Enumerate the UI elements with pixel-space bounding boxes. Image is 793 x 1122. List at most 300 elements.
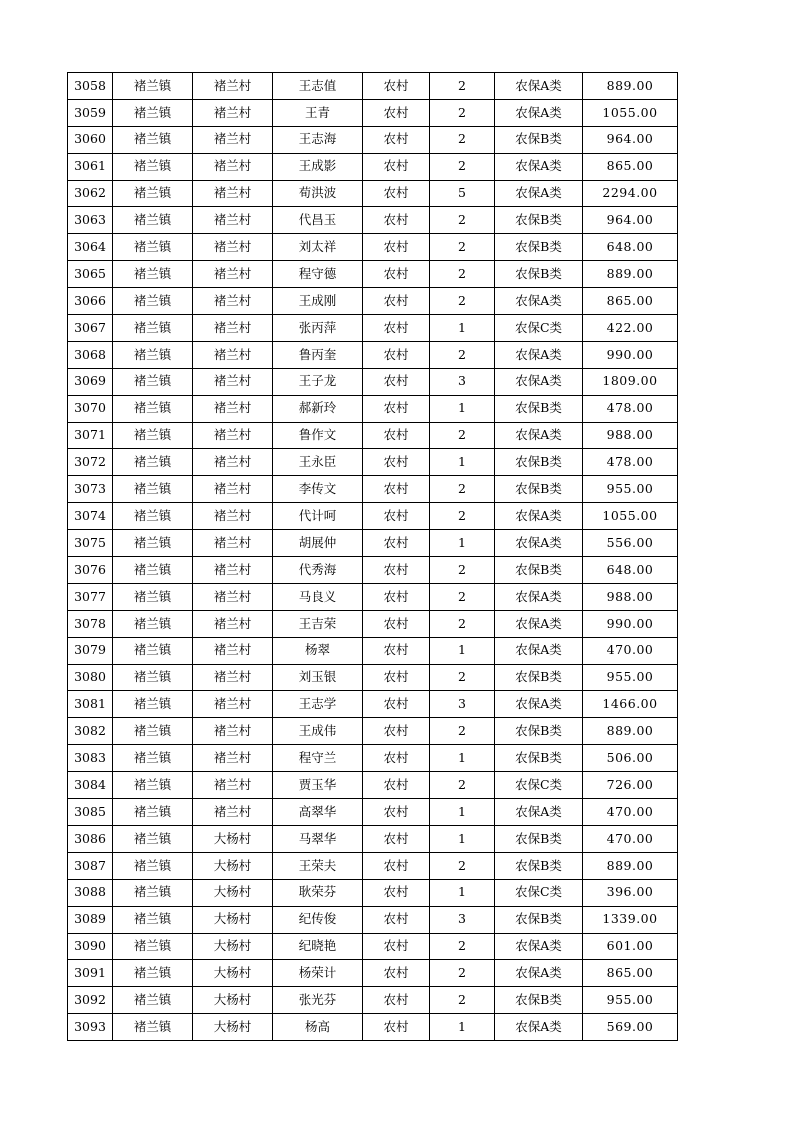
household-type-cell: 农村 — [363, 180, 430, 207]
name-cell: 郝新玲 — [273, 395, 363, 422]
household-type-cell: 农村 — [363, 449, 430, 476]
name-cell: 李传文 — [273, 476, 363, 503]
village-cell: 褚兰村 — [193, 422, 273, 449]
name-cell: 胡展仲 — [273, 530, 363, 557]
name-cell: 杨荣计 — [273, 960, 363, 987]
household-type-cell: 农村 — [363, 933, 430, 960]
village-cell: 大杨村 — [193, 825, 273, 852]
household-size-cell: 2 — [430, 341, 495, 368]
name-cell: 马翠华 — [273, 825, 363, 852]
name-cell: 王成伟 — [273, 718, 363, 745]
row-number-cell: 3068 — [68, 341, 113, 368]
village-cell: 褚兰村 — [193, 530, 273, 557]
table-row — [68, 180, 678, 207]
household-size-cell: 1 — [430, 315, 495, 342]
amount-cell: 506.00 — [583, 745, 678, 772]
household-size-cell: 2 — [430, 987, 495, 1014]
row-number-cell: 3077 — [68, 583, 113, 610]
household-type-cell: 农村 — [363, 207, 430, 234]
amount-cell: 601.00 — [583, 933, 678, 960]
household-size-cell: 3 — [430, 906, 495, 933]
town-cell: 褚兰镇 — [113, 557, 193, 584]
name-cell: 鲁丙奎 — [273, 341, 363, 368]
insurance-category-cell: 农保A类 — [495, 583, 583, 610]
amount-cell: 648.00 — [583, 234, 678, 261]
table-row — [68, 153, 678, 180]
table-row — [68, 772, 678, 799]
town-cell: 褚兰镇 — [113, 341, 193, 368]
row-number-cell: 3091 — [68, 960, 113, 987]
village-cell: 褚兰村 — [193, 126, 273, 153]
table-row — [68, 73, 678, 100]
town-cell: 褚兰镇 — [113, 960, 193, 987]
household-type-cell: 农村 — [363, 583, 430, 610]
table-row — [68, 879, 678, 906]
insurance-category-cell: 农保A类 — [495, 368, 583, 395]
amount-cell: 964.00 — [583, 207, 678, 234]
household-size-cell: 2 — [430, 422, 495, 449]
amount-cell: 396.00 — [583, 879, 678, 906]
insurance-category-cell: 农保A类 — [495, 610, 583, 637]
insurance-category-cell: 农保A类 — [495, 180, 583, 207]
table-row — [68, 610, 678, 637]
village-cell: 褚兰村 — [193, 99, 273, 126]
household-size-cell: 2 — [430, 73, 495, 100]
row-number-cell: 3087 — [68, 852, 113, 879]
amount-cell: 988.00 — [583, 422, 678, 449]
village-cell: 褚兰村 — [193, 583, 273, 610]
household-size-cell: 5 — [430, 180, 495, 207]
household-size-cell: 2 — [430, 207, 495, 234]
amount-cell: 889.00 — [583, 261, 678, 288]
town-cell: 褚兰镇 — [113, 73, 193, 100]
village-cell: 褚兰村 — [193, 476, 273, 503]
village-cell: 大杨村 — [193, 906, 273, 933]
village-cell: 褚兰村 — [193, 691, 273, 718]
household-size-cell: 2 — [430, 557, 495, 584]
household-size-cell: 2 — [430, 126, 495, 153]
row-number-cell: 3064 — [68, 234, 113, 261]
amount-cell: 955.00 — [583, 987, 678, 1014]
name-cell: 王志海 — [273, 126, 363, 153]
insurance-category-cell: 农保B类 — [495, 395, 583, 422]
row-number-cell: 3061 — [68, 153, 113, 180]
row-number-cell: 3075 — [68, 530, 113, 557]
row-number-cell: 3074 — [68, 503, 113, 530]
household-type-cell: 农村 — [363, 879, 430, 906]
household-type-cell: 农村 — [363, 852, 430, 879]
insurance-category-cell: 农保A类 — [495, 960, 583, 987]
household-size-cell: 2 — [430, 288, 495, 315]
table-row — [68, 906, 678, 933]
household-type-cell: 农村 — [363, 960, 430, 987]
row-number-cell: 3089 — [68, 906, 113, 933]
table-row — [68, 557, 678, 584]
household-type-cell: 农村 — [363, 557, 430, 584]
household-size-cell: 2 — [430, 153, 495, 180]
name-cell: 王子龙 — [273, 368, 363, 395]
household-size-cell: 1 — [430, 745, 495, 772]
insurance-category-cell: 农保A类 — [495, 691, 583, 718]
town-cell: 褚兰镇 — [113, 691, 193, 718]
amount-cell: 1339.00 — [583, 906, 678, 933]
table-row — [68, 503, 678, 530]
household-type-cell: 农村 — [363, 637, 430, 664]
row-number-cell: 3059 — [68, 99, 113, 126]
amount-cell: 990.00 — [583, 341, 678, 368]
household-size-cell: 2 — [430, 610, 495, 637]
village-cell: 褚兰村 — [193, 718, 273, 745]
village-cell: 褚兰村 — [193, 745, 273, 772]
name-cell: 张丙萍 — [273, 315, 363, 342]
table-row — [68, 422, 678, 449]
household-type-cell: 农村 — [363, 799, 430, 826]
village-cell: 褚兰村 — [193, 449, 273, 476]
town-cell: 褚兰镇 — [113, 745, 193, 772]
insurance-category-cell: 农保C类 — [495, 772, 583, 799]
household-type-cell: 农村 — [363, 772, 430, 799]
insurance-category-cell: 农保A类 — [495, 1014, 583, 1041]
village-cell: 褚兰村 — [193, 637, 273, 664]
village-cell: 大杨村 — [193, 1014, 273, 1041]
household-size-cell: 2 — [430, 664, 495, 691]
household-size-cell: 3 — [430, 691, 495, 718]
village-cell: 褚兰村 — [193, 207, 273, 234]
insurance-category-cell: 农保B类 — [495, 261, 583, 288]
household-size-cell: 2 — [430, 476, 495, 503]
table-row — [68, 583, 678, 610]
amount-cell: 556.00 — [583, 530, 678, 557]
table-row — [68, 933, 678, 960]
name-cell: 高翠华 — [273, 799, 363, 826]
household-type-cell: 农村 — [363, 73, 430, 100]
name-cell: 张光芬 — [273, 987, 363, 1014]
town-cell: 褚兰镇 — [113, 288, 193, 315]
amount-cell: 478.00 — [583, 449, 678, 476]
table-row — [68, 234, 678, 261]
insurance-category-cell: 农保A类 — [495, 341, 583, 368]
amount-cell: 955.00 — [583, 476, 678, 503]
village-cell: 大杨村 — [193, 987, 273, 1014]
name-cell: 刘太祥 — [273, 234, 363, 261]
household-type-cell: 农村 — [363, 745, 430, 772]
insurance-category-cell: 农保C类 — [495, 315, 583, 342]
town-cell: 褚兰镇 — [113, 315, 193, 342]
name-cell: 王成刚 — [273, 288, 363, 315]
row-number-cell: 3081 — [68, 691, 113, 718]
table-row — [68, 799, 678, 826]
name-cell: 代昌玉 — [273, 207, 363, 234]
household-type-cell: 农村 — [363, 476, 430, 503]
insurance-category-cell: 农保B类 — [495, 825, 583, 852]
name-cell: 王吉荣 — [273, 610, 363, 637]
row-number-cell: 3069 — [68, 368, 113, 395]
table-row — [68, 288, 678, 315]
household-type-cell: 农村 — [363, 99, 430, 126]
row-number-cell: 3079 — [68, 637, 113, 664]
town-cell: 褚兰镇 — [113, 799, 193, 826]
household-size-cell: 1 — [430, 879, 495, 906]
household-type-cell: 农村 — [363, 664, 430, 691]
row-number-cell: 3090 — [68, 933, 113, 960]
table-row — [68, 530, 678, 557]
town-cell: 褚兰镇 — [113, 261, 193, 288]
household-type-cell: 农村 — [363, 825, 430, 852]
row-number-cell: 3060 — [68, 126, 113, 153]
household-size-cell: 1 — [430, 799, 495, 826]
row-number-cell: 3058 — [68, 73, 113, 100]
town-cell: 褚兰镇 — [113, 610, 193, 637]
insurance-category-cell: 农保A类 — [495, 99, 583, 126]
insurance-category-cell: 农保A类 — [495, 288, 583, 315]
row-number-cell: 3092 — [68, 987, 113, 1014]
household-size-cell: 2 — [430, 503, 495, 530]
town-cell: 褚兰镇 — [113, 207, 193, 234]
table-row — [68, 99, 678, 126]
amount-cell: 1055.00 — [583, 503, 678, 530]
insurance-category-cell: 农保B类 — [495, 852, 583, 879]
name-cell: 王青 — [273, 99, 363, 126]
insurance-category-cell: 农保A类 — [495, 73, 583, 100]
town-cell: 褚兰镇 — [113, 368, 193, 395]
row-number-cell: 3080 — [68, 664, 113, 691]
amount-cell: 889.00 — [583, 852, 678, 879]
row-number-cell: 3065 — [68, 261, 113, 288]
village-cell: 褚兰村 — [193, 772, 273, 799]
household-type-cell: 农村 — [363, 422, 430, 449]
household-type-cell: 农村 — [363, 395, 430, 422]
household-type-cell: 农村 — [363, 234, 430, 261]
insurance-category-cell: 农保B类 — [495, 207, 583, 234]
town-cell: 褚兰镇 — [113, 234, 193, 261]
amount-cell: 865.00 — [583, 960, 678, 987]
table-row — [68, 207, 678, 234]
table-row — [68, 341, 678, 368]
row-number-cell: 3070 — [68, 395, 113, 422]
town-cell: 褚兰镇 — [113, 583, 193, 610]
table-row — [68, 664, 678, 691]
row-number-cell: 3067 — [68, 315, 113, 342]
village-cell: 大杨村 — [193, 933, 273, 960]
town-cell: 褚兰镇 — [113, 476, 193, 503]
insurance-category-cell: 农保A类 — [495, 422, 583, 449]
name-cell: 纪传俊 — [273, 906, 363, 933]
name-cell: 王志学 — [273, 691, 363, 718]
town-cell: 褚兰镇 — [113, 395, 193, 422]
insurance-category-cell: 农保A类 — [495, 503, 583, 530]
name-cell: 代秀海 — [273, 557, 363, 584]
insurance-category-cell: 农保B类 — [495, 557, 583, 584]
amount-cell: 569.00 — [583, 1014, 678, 1041]
name-cell: 代计呵 — [273, 503, 363, 530]
amount-cell: 988.00 — [583, 583, 678, 610]
row-number-cell: 3071 — [68, 422, 113, 449]
town-cell: 褚兰镇 — [113, 422, 193, 449]
table-row — [68, 825, 678, 852]
household-size-cell: 2 — [430, 718, 495, 745]
insurance-category-cell: 农保B类 — [495, 718, 583, 745]
household-type-cell: 农村 — [363, 530, 430, 557]
household-size-cell: 1 — [430, 637, 495, 664]
town-cell: 褚兰镇 — [113, 180, 193, 207]
insurance-category-cell: 农保B类 — [495, 449, 583, 476]
amount-cell: 470.00 — [583, 799, 678, 826]
household-size-cell: 1 — [430, 449, 495, 476]
amount-cell: 964.00 — [583, 126, 678, 153]
village-cell: 褚兰村 — [193, 261, 273, 288]
name-cell: 纪晓艳 — [273, 933, 363, 960]
household-type-cell: 农村 — [363, 906, 430, 933]
insurance-category-cell: 农保A类 — [495, 933, 583, 960]
insurance-category-cell: 农保B类 — [495, 234, 583, 261]
amount-cell: 990.00 — [583, 610, 678, 637]
town-cell: 褚兰镇 — [113, 1014, 193, 1041]
name-cell: 杨高 — [273, 1014, 363, 1041]
household-size-cell: 2 — [430, 933, 495, 960]
amount-cell: 865.00 — [583, 288, 678, 315]
town-cell: 褚兰镇 — [113, 879, 193, 906]
amount-cell: 1055.00 — [583, 99, 678, 126]
village-cell: 褚兰村 — [193, 73, 273, 100]
table-row — [68, 852, 678, 879]
table-row — [68, 960, 678, 987]
town-cell: 褚兰镇 — [113, 530, 193, 557]
row-number-cell: 3078 — [68, 610, 113, 637]
insurance-category-cell: 农保A类 — [495, 530, 583, 557]
name-cell: 王永臣 — [273, 449, 363, 476]
amount-cell: 1809.00 — [583, 368, 678, 395]
table-row — [68, 718, 678, 745]
village-cell: 褚兰村 — [193, 315, 273, 342]
household-size-cell: 2 — [430, 234, 495, 261]
table-row — [68, 126, 678, 153]
amount-cell: 470.00 — [583, 825, 678, 852]
village-cell: 褚兰村 — [193, 557, 273, 584]
household-type-cell: 农村 — [363, 503, 430, 530]
amount-cell: 470.00 — [583, 637, 678, 664]
insurance-category-cell: 农保A类 — [495, 153, 583, 180]
name-cell: 程守兰 — [273, 745, 363, 772]
town-cell: 褚兰镇 — [113, 718, 193, 745]
name-cell: 程守德 — [273, 261, 363, 288]
row-number-cell: 3093 — [68, 1014, 113, 1041]
town-cell: 褚兰镇 — [113, 906, 193, 933]
name-cell: 杨翠 — [273, 637, 363, 664]
table-body — [68, 73, 678, 1041]
village-cell: 褚兰村 — [193, 610, 273, 637]
amount-cell: 1466.00 — [583, 691, 678, 718]
town-cell: 褚兰镇 — [113, 933, 193, 960]
household-type-cell: 农村 — [363, 153, 430, 180]
insurance-category-cell: 农保B类 — [495, 664, 583, 691]
amount-cell: 865.00 — [583, 153, 678, 180]
town-cell: 褚兰镇 — [113, 825, 193, 852]
row-number-cell: 3084 — [68, 772, 113, 799]
row-number-cell: 3063 — [68, 207, 113, 234]
row-number-cell: 3076 — [68, 557, 113, 584]
household-type-cell: 农村 — [363, 691, 430, 718]
household-size-cell: 2 — [430, 261, 495, 288]
table-row — [68, 637, 678, 664]
name-cell: 贾玉华 — [273, 772, 363, 799]
amount-cell: 726.00 — [583, 772, 678, 799]
amount-cell: 889.00 — [583, 718, 678, 745]
town-cell: 褚兰镇 — [113, 987, 193, 1014]
table-row — [68, 1014, 678, 1041]
village-cell: 褚兰村 — [193, 234, 273, 261]
household-type-cell: 农村 — [363, 987, 430, 1014]
table-row — [68, 745, 678, 772]
amount-cell: 2294.00 — [583, 180, 678, 207]
household-size-cell: 2 — [430, 99, 495, 126]
town-cell: 褚兰镇 — [113, 772, 193, 799]
household-size-cell: 2 — [430, 960, 495, 987]
household-type-cell: 农村 — [363, 261, 430, 288]
row-number-cell: 3066 — [68, 288, 113, 315]
household-type-cell: 农村 — [363, 368, 430, 395]
allowance-table — [67, 72, 678, 1041]
row-number-cell: 3085 — [68, 799, 113, 826]
table-row — [68, 449, 678, 476]
table-row — [68, 315, 678, 342]
amount-cell: 478.00 — [583, 395, 678, 422]
amount-cell: 889.00 — [583, 73, 678, 100]
town-cell: 褚兰镇 — [113, 449, 193, 476]
village-cell: 褚兰村 — [193, 395, 273, 422]
household-size-cell: 1 — [430, 530, 495, 557]
village-cell: 褚兰村 — [193, 288, 273, 315]
table-row — [68, 261, 678, 288]
village-cell: 褚兰村 — [193, 153, 273, 180]
name-cell: 王荣夫 — [273, 852, 363, 879]
town-cell: 褚兰镇 — [113, 126, 193, 153]
village-cell: 褚兰村 — [193, 503, 273, 530]
town-cell: 褚兰镇 — [113, 99, 193, 126]
row-number-cell: 3086 — [68, 825, 113, 852]
row-number-cell: 3073 — [68, 476, 113, 503]
town-cell: 褚兰镇 — [113, 503, 193, 530]
name-cell: 马良义 — [273, 583, 363, 610]
amount-cell: 648.00 — [583, 557, 678, 584]
household-size-cell: 1 — [430, 395, 495, 422]
row-number-cell: 3083 — [68, 745, 113, 772]
village-cell: 褚兰村 — [193, 368, 273, 395]
village-cell: 褚兰村 — [193, 664, 273, 691]
table-row — [68, 476, 678, 503]
village-cell: 褚兰村 — [193, 341, 273, 368]
insurance-category-cell: 农保A类 — [495, 799, 583, 826]
row-number-cell: 3072 — [68, 449, 113, 476]
name-cell: 荀洪波 — [273, 180, 363, 207]
town-cell: 褚兰镇 — [113, 852, 193, 879]
village-cell: 褚兰村 — [193, 180, 273, 207]
village-cell: 大杨村 — [193, 879, 273, 906]
insurance-category-cell: 农保B类 — [495, 126, 583, 153]
table-row — [68, 368, 678, 395]
name-cell: 耿荣芬 — [273, 879, 363, 906]
insurance-category-cell: 农保A类 — [495, 637, 583, 664]
insurance-category-cell: 农保B类 — [495, 987, 583, 1014]
household-size-cell: 3 — [430, 368, 495, 395]
village-cell: 大杨村 — [193, 960, 273, 987]
name-cell: 鲁作文 — [273, 422, 363, 449]
household-size-cell: 1 — [430, 825, 495, 852]
town-cell: 褚兰镇 — [113, 664, 193, 691]
row-number-cell: 3082 — [68, 718, 113, 745]
insurance-category-cell: 农保C类 — [495, 879, 583, 906]
row-number-cell: 3088 — [68, 879, 113, 906]
amount-cell: 422.00 — [583, 315, 678, 342]
